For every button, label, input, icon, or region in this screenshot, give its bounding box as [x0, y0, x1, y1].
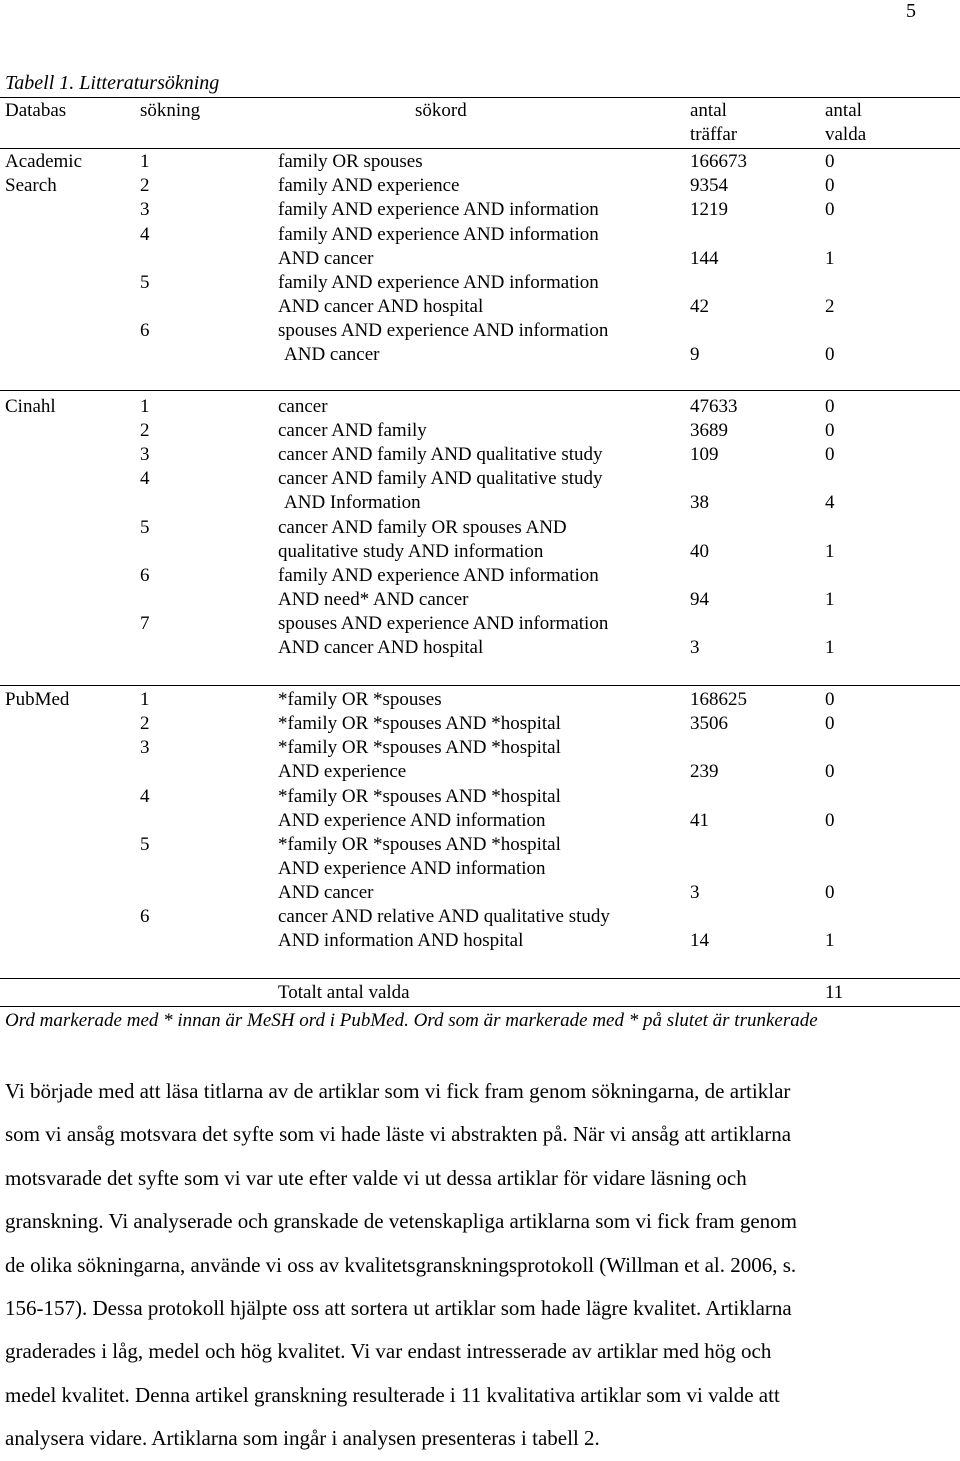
search-terms-line2: AND experience AND information [278, 858, 546, 879]
total-value: 11 [825, 982, 844, 1003]
header-antal-valda-2: valda [825, 124, 867, 145]
search-number: 5 [140, 272, 150, 293]
hits: 3506 [690, 713, 728, 734]
selected: 0 [825, 761, 835, 782]
search-terms: family AND experience AND information [278, 199, 599, 220]
search-terms: *family OR *spouses [278, 689, 442, 710]
selected: 0 [825, 810, 835, 831]
total-label: Totalt antal valda [278, 982, 410, 1003]
search-terms: *family OR *spouses AND *hospital [278, 737, 561, 758]
section-rule [0, 390, 960, 391]
hits: 47633 [690, 396, 738, 417]
db-name: Academic [5, 151, 83, 172]
search-terms-line2: AND information AND hospital [278, 930, 524, 951]
hits: 3 [690, 637, 700, 658]
search-number: 2 [140, 420, 150, 441]
search-terms: family OR spouses [278, 151, 423, 172]
search-terms: cancer AND family OR spouses AND [278, 517, 567, 538]
hits: 144 [690, 248, 719, 269]
hits: 9 [690, 344, 700, 365]
search-terms: cancer AND relative AND qualitative study [278, 906, 610, 927]
selected: 1 [825, 930, 835, 951]
selected: 0 [825, 151, 835, 172]
db-name-line2: Search [5, 175, 57, 196]
search-terms-line2: AND Information [284, 492, 421, 513]
search-number: 1 [140, 151, 150, 172]
header-databas: Databas [5, 100, 67, 121]
search-number: 2 [140, 175, 150, 196]
selected: 2 [825, 296, 835, 317]
search-terms: family AND experience AND information [278, 565, 599, 586]
search-number: 5 [140, 517, 150, 538]
search-number: 6 [140, 320, 150, 341]
search-number: 4 [140, 468, 150, 489]
search-terms: cancer [278, 396, 328, 417]
selected: 0 [825, 444, 835, 465]
hits: 239 [690, 761, 719, 782]
selected: 0 [825, 689, 835, 710]
search-terms-line2: AND cancer [284, 344, 380, 365]
selected: 1 [825, 541, 835, 562]
search-number: 1 [140, 396, 150, 417]
hits: 42 [690, 296, 709, 317]
search-terms: spouses AND experience AND information [278, 613, 609, 634]
search-number: 3 [140, 444, 150, 465]
table-caption: Tabell 1. Litteratursökning [5, 72, 220, 94]
search-terms: *family OR *spouses AND *hospital [278, 713, 561, 734]
selected: 0 [825, 396, 835, 417]
search-number: 7 [140, 613, 150, 634]
section-rule [0, 978, 960, 979]
search-terms-line2: AND need* AND cancer [278, 589, 469, 610]
selected: 1 [825, 589, 835, 610]
selected: 0 [825, 420, 835, 441]
search-terms: cancer AND family AND qualitative study [278, 444, 603, 465]
search-terms-line2: AND cancer AND hospital [278, 637, 484, 658]
header-antal-traffar-2: träffar [690, 124, 738, 145]
search-number: 3 [140, 737, 150, 758]
db-name: Cinahl [5, 396, 56, 417]
search-terms-line2: AND experience AND information [278, 810, 546, 831]
selected: 0 [825, 882, 835, 903]
search-terms-line2: qualitative study AND information [278, 541, 544, 562]
selected: 0 [825, 175, 835, 196]
hits: 9354 [690, 175, 728, 196]
body-paragraph: Vi började med att läsa titlarna av de artiklar som vi fick fram genom sökningarna, de artiklar som vi ansåg motsvara det syfte som vi hade läste vi abstrakten på. När vi ansåg att artiklarna motsvarade det syfte som vi var ute efter valde vi ut dessa artiklar för vidare läsning och granskning. Vi analyserade och granskade de vetenskapliga artiklarna som vi fick fram genom de olika sökningarna, använde vi oss av kvalitetsgranskningsprotokoll (Willman et al. 2006, s. 156-157). Dessa protokoll hjälpte oss att sortera ut artiklar som hade lägre kvalitet. Artiklarna graderades i låg, medel och hög kvalitet. Vi var endast intresserade av artiklar med hög och medel kvalitet. Denna artikel granskning resulterade i 11 kvalitativa artiklar som vi valde att analysera vidare. Artiklarna som ingår i analysen presenteras i tabell 2. [5, 1079, 798, 1451]
search-terms: spouses AND experience AND information [278, 320, 609, 341]
hits: 168625 [690, 689, 747, 710]
page-number: 5 [906, 0, 916, 22]
table-bottom-rule [0, 1006, 960, 1007]
search-terms-line2: AND cancer [278, 248, 374, 269]
header-sokning: sökning [140, 100, 201, 121]
table-top-rule [0, 97, 960, 98]
search-number: 5 [140, 834, 150, 855]
search-terms: cancer AND family [278, 420, 427, 441]
search-terms: family AND experience AND information [278, 272, 599, 293]
selected: 0 [825, 713, 835, 734]
search-number: 6 [140, 906, 150, 927]
header-sokord: sökord [415, 100, 467, 121]
selected: 0 [825, 344, 835, 365]
hits: 40 [690, 541, 709, 562]
search-terms: *family OR *spouses AND *hospital [278, 834, 561, 855]
selected: 1 [825, 637, 835, 658]
search-terms: cancer AND family AND qualitative study [278, 468, 603, 489]
header-antal-traffar: antal [690, 100, 727, 121]
selected: 1 [825, 248, 835, 269]
section-rule [0, 685, 960, 686]
hits: 1219 [690, 199, 728, 220]
hits: 3689 [690, 420, 728, 441]
search-number: 1 [140, 689, 150, 710]
search-number: 6 [140, 565, 150, 586]
search-number: 3 [140, 199, 150, 220]
search-terms: *family OR *spouses AND *hospital [278, 786, 561, 807]
search-number: 2 [140, 713, 150, 734]
search-terms: family AND experience AND information [278, 224, 599, 245]
selected: 4 [825, 492, 835, 513]
hits: 166673 [690, 151, 747, 172]
hits: 94 [690, 589, 709, 610]
search-terms: family AND experience [278, 175, 460, 196]
header-rule [0, 148, 960, 149]
selected: 0 [825, 199, 835, 220]
search-terms-line2: AND cancer AND hospital [278, 296, 484, 317]
hits: 109 [690, 444, 719, 465]
search-terms-line2: AND experience [278, 761, 407, 782]
hits: 3 [690, 882, 700, 903]
hits: 41 [690, 810, 709, 831]
hits: 14 [690, 930, 709, 951]
search-terms-line3: AND cancer [278, 882, 374, 903]
header-antal-valda: antal [825, 100, 862, 121]
table-footnote: Ord markerade med * innan är MeSH ord i PubMed. Ord som är markerade med * på slutet är trunkerade [5, 1010, 818, 1031]
hits: 38 [690, 492, 709, 513]
db-name: PubMed [5, 689, 70, 710]
search-number: 4 [140, 224, 150, 245]
search-number: 4 [140, 786, 150, 807]
